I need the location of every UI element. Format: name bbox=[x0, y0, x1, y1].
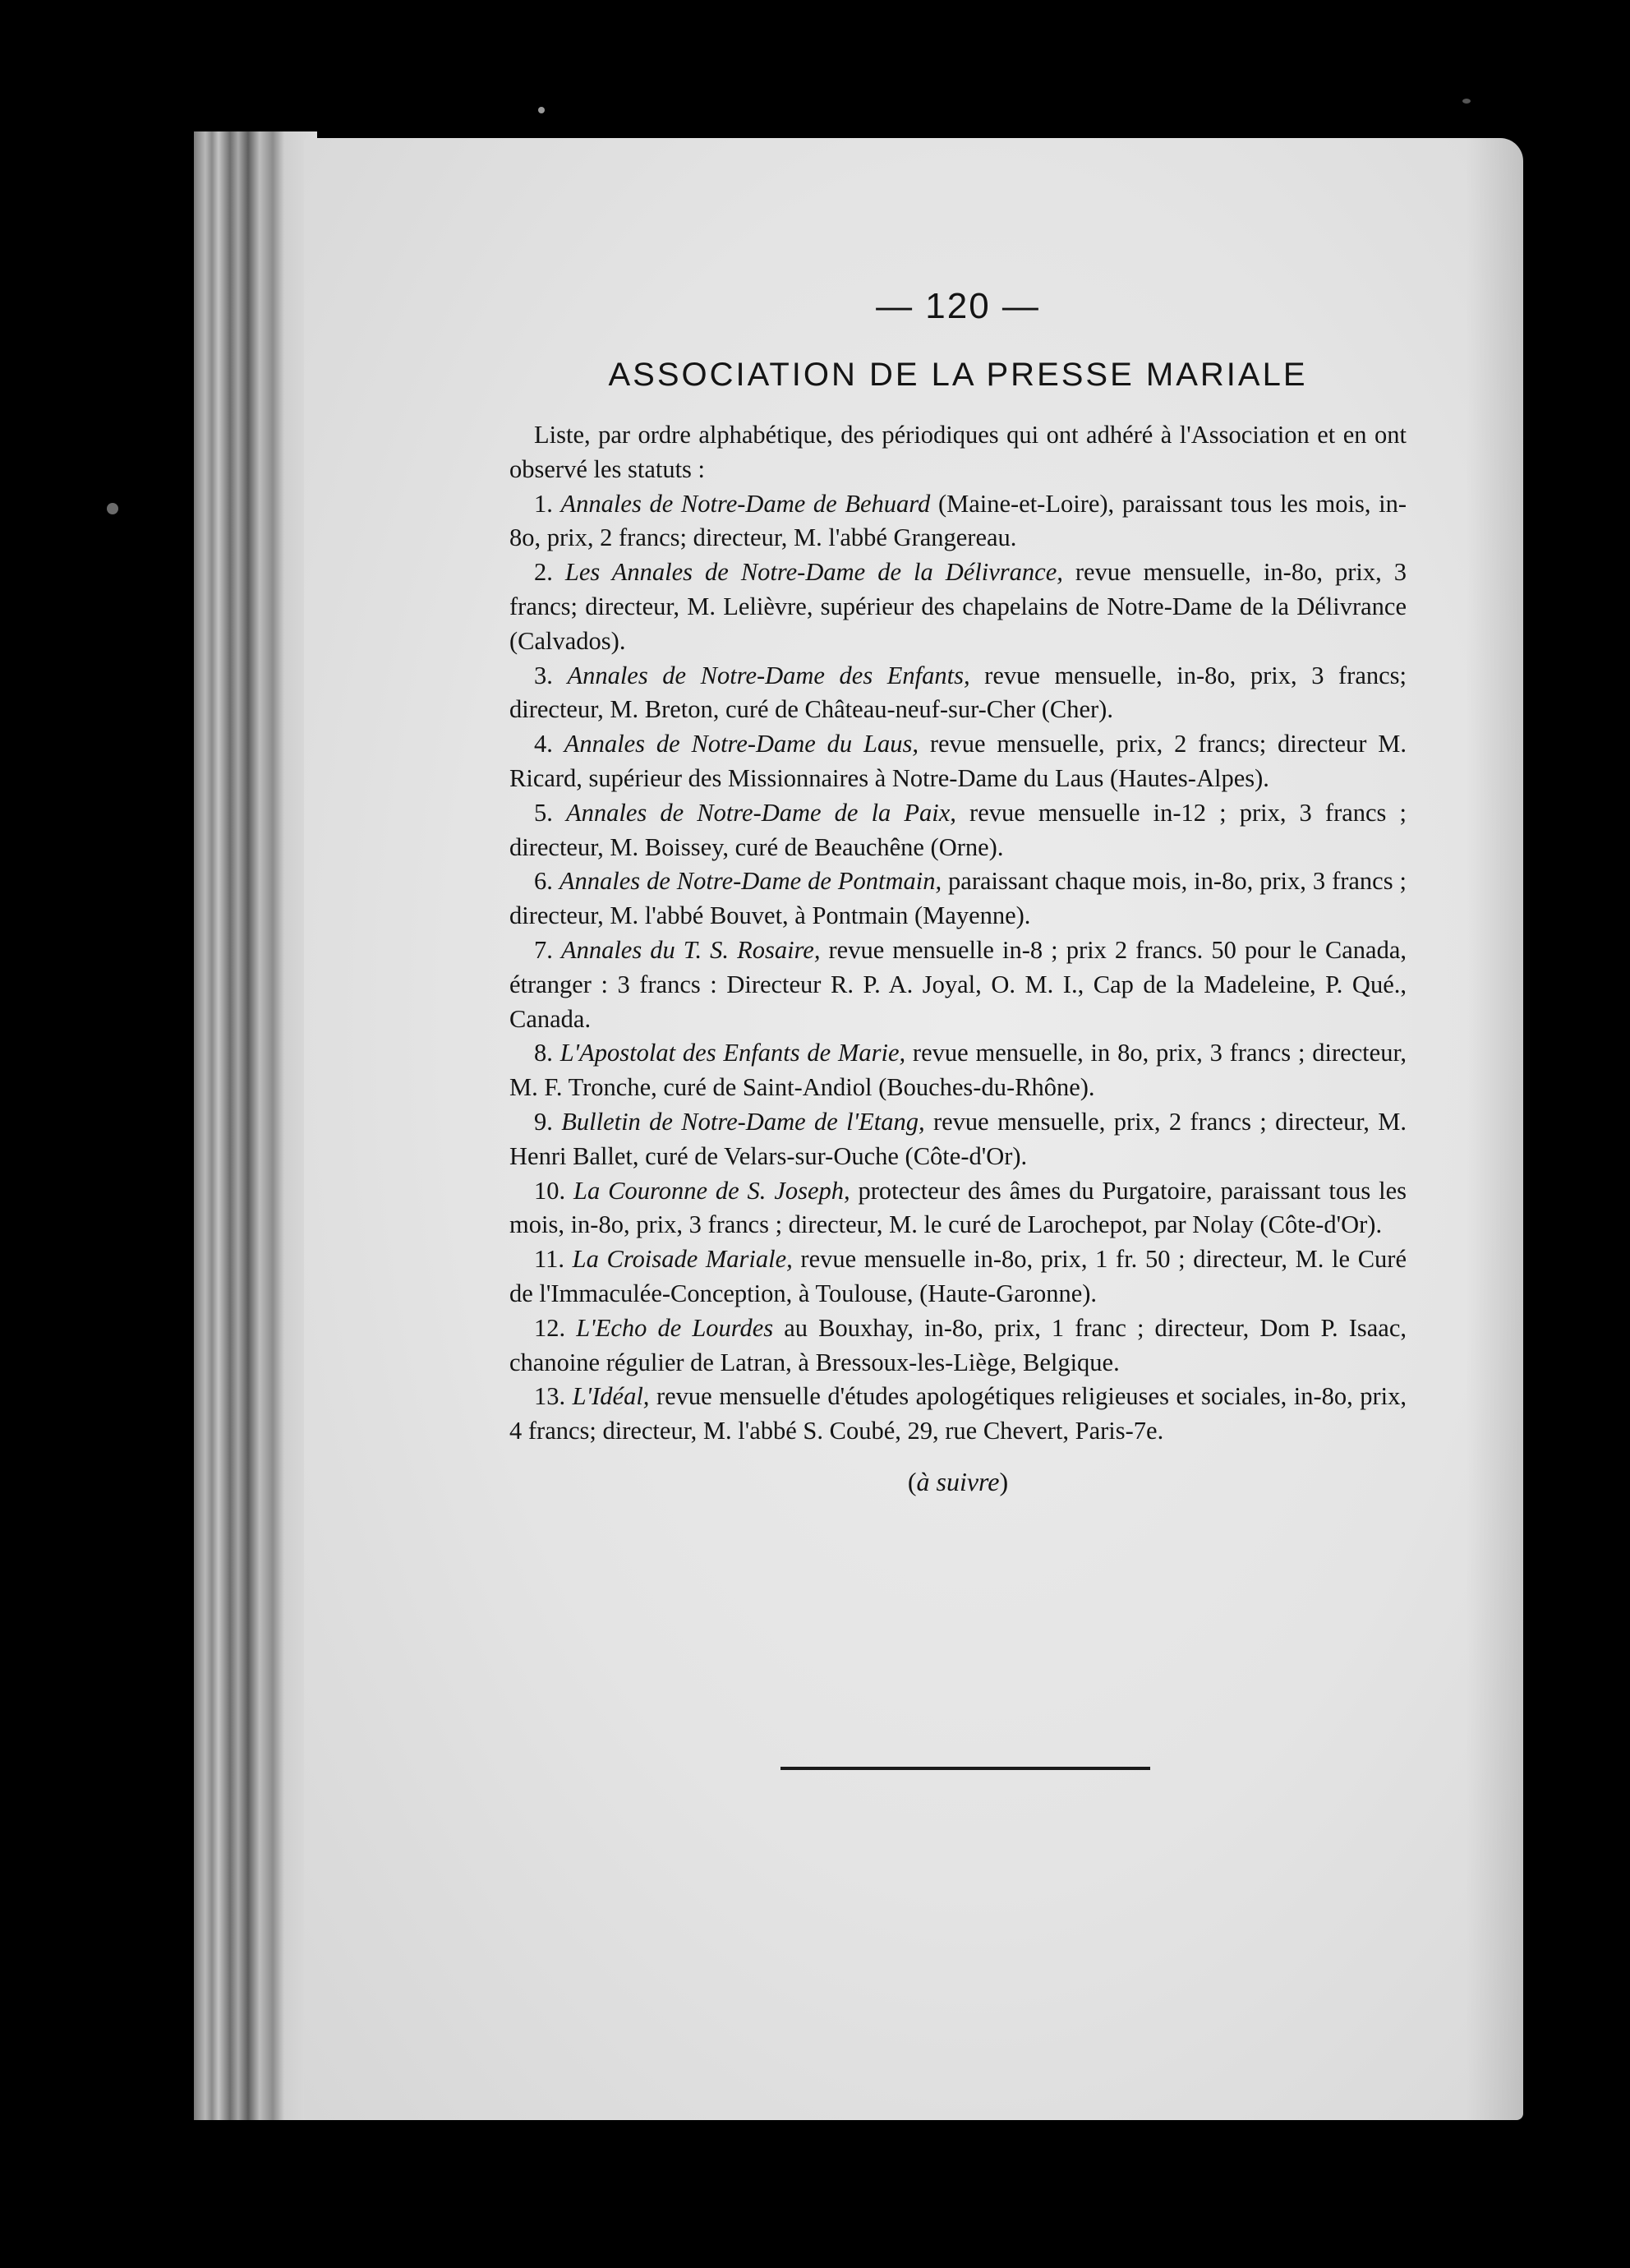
periodicals-list bbox=[509, 487, 1407, 1449]
entry-title: Annales de Notre-Dame de Behuard bbox=[560, 489, 931, 518]
scan-dust-mark bbox=[107, 503, 118, 514]
entry-details: revue mensuelle in-8 ; prix 2 francs. 50 pour le Canada, étranger : 3 francs : Directeur R. P. A. Joyal, O. M. I., Cap de la Madeleine, P. Qué., Canada. bbox=[509, 935, 1407, 1033]
list-item bbox=[509, 487, 1407, 556]
entry-number: 13. bbox=[534, 1382, 566, 1411]
entry-title: La Couronne de S. Joseph, bbox=[573, 1176, 850, 1205]
entry-details: revue mensuelle, prix, 2 francs; directeur M. Ricard, supérieur des Missionnaires à Notre-Dame du Laus (Hautes-Alpes). bbox=[509, 730, 1407, 792]
entry-number: 7. bbox=[534, 935, 553, 964]
continue-word: à suivre bbox=[916, 1466, 1000, 1496]
to-be-continued bbox=[509, 1467, 1407, 1497]
page-heading: ASSOCIATION DE LA PRESSE MARIALE bbox=[608, 357, 1308, 393]
list-item bbox=[509, 796, 1407, 865]
list-item bbox=[509, 555, 1407, 658]
entry-number: 4. bbox=[534, 730, 553, 758]
entry-details: revue mensuelle, in-8o, prix, 3 francs; directeur, M. Breton, curé de Château-neuf-sur-Cher (Cher). bbox=[509, 661, 1407, 724]
continue-open-paren: ( bbox=[907, 1466, 917, 1496]
list-item bbox=[509, 1380, 1407, 1449]
entry-details: paraissant chaque mois, in-8o, prix, 3 francs ; directeur, M. l'abbé Bouvet, à Pontmain (Mayenne). bbox=[509, 867, 1407, 930]
entry-number: 10. bbox=[534, 1176, 566, 1205]
intro-paragraph: Liste, par ordre alphabétique, des périodiques qui ont adhéré à l'Association et en ont observé les statuts : bbox=[509, 421, 1407, 483]
entry-number: 5. bbox=[534, 798, 553, 827]
entry-details: (Maine-et-Loire), paraissant tous les mois, in-8o, prix, 2 francs; directeur, M. l'abbé Grangereau. bbox=[509, 489, 1407, 552]
entry-details: revue mensuelle, in 8o, prix, 3 francs ; directeur, M. F. Tronche, curé de Saint-Andiol (Bouches-du-Rhône). bbox=[509, 1039, 1407, 1102]
entry-number: 1. bbox=[534, 489, 553, 518]
entry-title: L'Idéal, bbox=[572, 1382, 650, 1411]
entry-details: revue mensuelle in-12 ; prix, 3 francs ; directeur, M. Boissey, curé de Beauchêne (Orne). bbox=[509, 798, 1407, 861]
scan-dust-mark bbox=[538, 107, 545, 113]
entry-number: 8. bbox=[534, 1039, 553, 1067]
list-item bbox=[509, 1105, 1407, 1174]
list-item bbox=[509, 1242, 1407, 1311]
page-number: — 120 — bbox=[876, 286, 1040, 326]
entry-number: 2. bbox=[534, 558, 553, 587]
entry-title: Les Annales de Notre-Dame de la Délivrance, bbox=[564, 558, 1063, 587]
entry-title: L'Echo de Lourdes bbox=[576, 1313, 774, 1342]
closing-rule bbox=[780, 1767, 1150, 1770]
list-item bbox=[509, 1311, 1407, 1381]
entry-title: Annales de Notre-Dame des Enfants, bbox=[567, 661, 970, 689]
entry-details: revue mensuelle, in-8o, prix, 3 francs; directeur, M. Lelièvre, supérieur des chapelains de Notre-Dame de la Délivrance (Calvados). bbox=[509, 558, 1407, 655]
list-item bbox=[509, 727, 1407, 796]
list-item bbox=[509, 1036, 1407, 1105]
entry-number: 11. bbox=[534, 1245, 564, 1274]
entry-number: 3. bbox=[534, 661, 553, 689]
entry-title: Annales de Notre-Dame du Laus, bbox=[564, 730, 919, 758]
book-page bbox=[304, 138, 1523, 2120]
page-content bbox=[509, 286, 1407, 1497]
entry-details: revue mensuelle, prix, 2 francs ; directeur, M. Henri Ballet, curé de Velars-sur-Ouche (Côte-d'Or). bbox=[509, 1107, 1407, 1170]
list-item bbox=[509, 933, 1407, 1036]
page-shadow bbox=[1466, 138, 1523, 2120]
entry-title: La Croisade Mariale, bbox=[572, 1245, 793, 1274]
entry-number: 9. bbox=[534, 1107, 553, 1136]
list-item bbox=[509, 1174, 1407, 1243]
entry-title: Bulletin de Notre-Dame de l'Etang, bbox=[561, 1107, 925, 1136]
entry-number: 6. bbox=[534, 867, 553, 896]
entry-number: 12. bbox=[534, 1313, 566, 1342]
scan-dust-mark bbox=[1462, 99, 1471, 104]
continue-close-paren: ) bbox=[999, 1466, 1009, 1496]
entry-details: revue mensuelle d'études apologétiques religieuses et sociales, in-8o, prix, 4 francs; directeur, M. l'abbé S. Coubé, 29, rue Chevert, Paris-7e. bbox=[509, 1382, 1407, 1445]
book-page-edges bbox=[194, 131, 317, 2120]
list-item bbox=[509, 864, 1407, 933]
entry-title: Annales du T. S. Rosaire, bbox=[560, 935, 821, 964]
entry-details: revue mensuelle in-8o, prix, 1 fr. 50 ; directeur, M. le Curé de l'Immaculée-Conception, à Toulouse, (Haute-Garonne). bbox=[509, 1245, 1407, 1307]
entry-details: protecteur des âmes du Purgatoire, paraissant tous les mois, in-8o, prix, 3 francs ; directeur, M. le curé de Larochepot, par Nolay (Côte-d'Or). bbox=[509, 1176, 1407, 1239]
entry-details: au Bouxhay, in-8o, prix, 1 franc ; directeur, Dom P. Isaac, chanoine régulier de Latran, à Bressoux-les-Liège, Belgique. bbox=[509, 1313, 1407, 1376]
list-item bbox=[509, 659, 1407, 728]
entry-title: Annales de Notre-Dame de Pontmain, bbox=[559, 867, 942, 896]
entry-title: L'Apostolat des Enfants de Marie, bbox=[559, 1039, 906, 1067]
entry-title: Annales de Notre-Dame de la Paix, bbox=[565, 798, 956, 827]
